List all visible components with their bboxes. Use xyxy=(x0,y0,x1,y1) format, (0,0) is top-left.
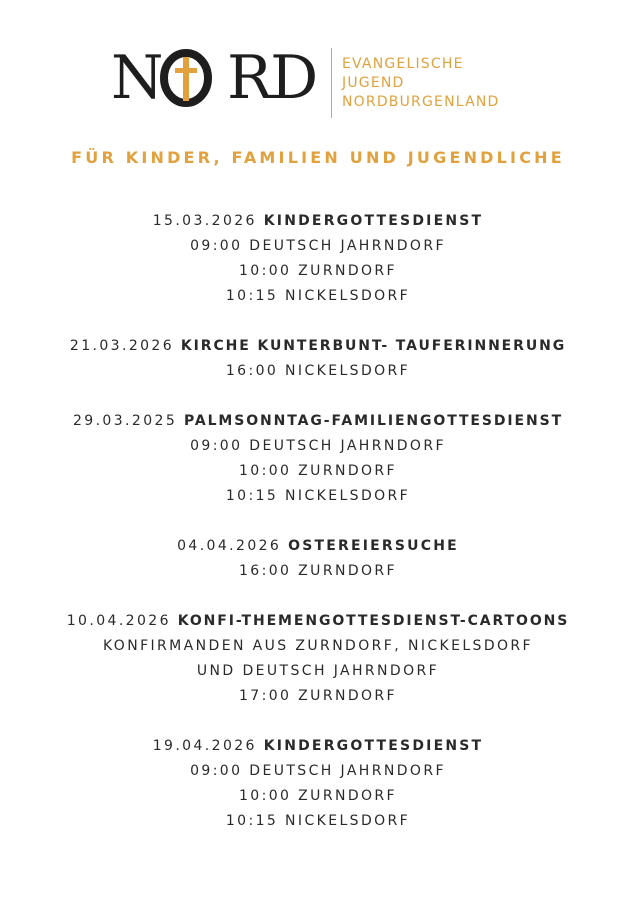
logo-subtitle-line: NORDBURGENLAND xyxy=(342,94,500,110)
event-date: 15.03.2026 xyxy=(152,213,257,229)
event-block xyxy=(0,209,636,309)
event-block xyxy=(0,409,636,509)
event-list xyxy=(0,209,636,859)
logo-subtitle-line: JUGEND xyxy=(342,75,405,91)
event-title: PALMSONNTAG-FAMILIENGOTTESDIENST xyxy=(184,413,564,429)
event-heading xyxy=(0,334,636,359)
event-detail: 16:00 NICKELSDORF xyxy=(225,363,411,379)
event-title: KIRCHE KUNTERBUNT- TAUFERINNERUNG xyxy=(180,338,567,354)
event-detail: UND DEUTSCH JAHRNDORF xyxy=(196,663,440,679)
event-detail: 10:15 NICKELSDORF xyxy=(225,813,411,829)
logo-subtitle xyxy=(342,55,500,112)
logo-letters-rd: RD xyxy=(227,43,317,113)
event-block xyxy=(0,609,636,709)
event-detail: 09:00 DEUTSCH JAHRNDORF xyxy=(190,238,446,254)
logo-subtitle-line: EVANGELISCHE xyxy=(342,56,464,72)
event-detail: 10:15 NICKELSDORF xyxy=(225,288,411,304)
event-heading xyxy=(0,609,636,634)
event-date: 19.04.2026 xyxy=(152,738,257,754)
event-title: KONFI-THEMENGOTTESDIENST-CARTOONS xyxy=(177,613,570,629)
event-block xyxy=(0,334,636,384)
event-detail: 17:00 ZURNDORF xyxy=(238,688,397,704)
logo-header xyxy=(0,42,636,122)
event-detail: 10:00 ZURNDORF xyxy=(238,263,397,279)
logo-divider xyxy=(331,48,332,118)
event-detail: KONFIRMANDEN AUS ZURNDORF, NICKELSDORF xyxy=(102,638,534,654)
logo-o-cross-icon xyxy=(160,49,212,107)
event-detail: 10:00 ZURNDORF xyxy=(238,463,397,479)
event-heading xyxy=(0,209,636,234)
event-detail: 16:00 ZURNDORF xyxy=(238,563,397,579)
event-block xyxy=(0,734,636,834)
event-block xyxy=(0,534,636,584)
event-detail: 09:00 DEUTSCH JAHRNDORF xyxy=(190,763,446,779)
logo-letter-n: N xyxy=(111,43,162,113)
event-heading xyxy=(0,734,636,759)
event-detail: 10:15 NICKELSDORF xyxy=(225,488,411,504)
event-date: 10.04.2026 xyxy=(66,613,171,629)
event-heading xyxy=(0,409,636,434)
event-heading xyxy=(0,534,636,559)
event-detail: 10:00 ZURNDORF xyxy=(238,788,397,804)
event-date: 21.03.2026 xyxy=(69,338,175,354)
event-date: 04.04.2026 xyxy=(177,538,282,554)
event-title: OSTEREIERSUCHE xyxy=(288,538,459,554)
tagline: FÜR KINDER, FAMILIEN UND JUGENDLICHE xyxy=(71,148,565,167)
event-title: KINDERGOTTESDIENST xyxy=(263,213,484,229)
event-title: KINDERGOTTESDIENST xyxy=(263,738,484,754)
event-date: 29.03.2025 xyxy=(72,413,178,429)
event-detail: 09:00 DEUTSCH JAHRNDORF xyxy=(190,438,446,454)
